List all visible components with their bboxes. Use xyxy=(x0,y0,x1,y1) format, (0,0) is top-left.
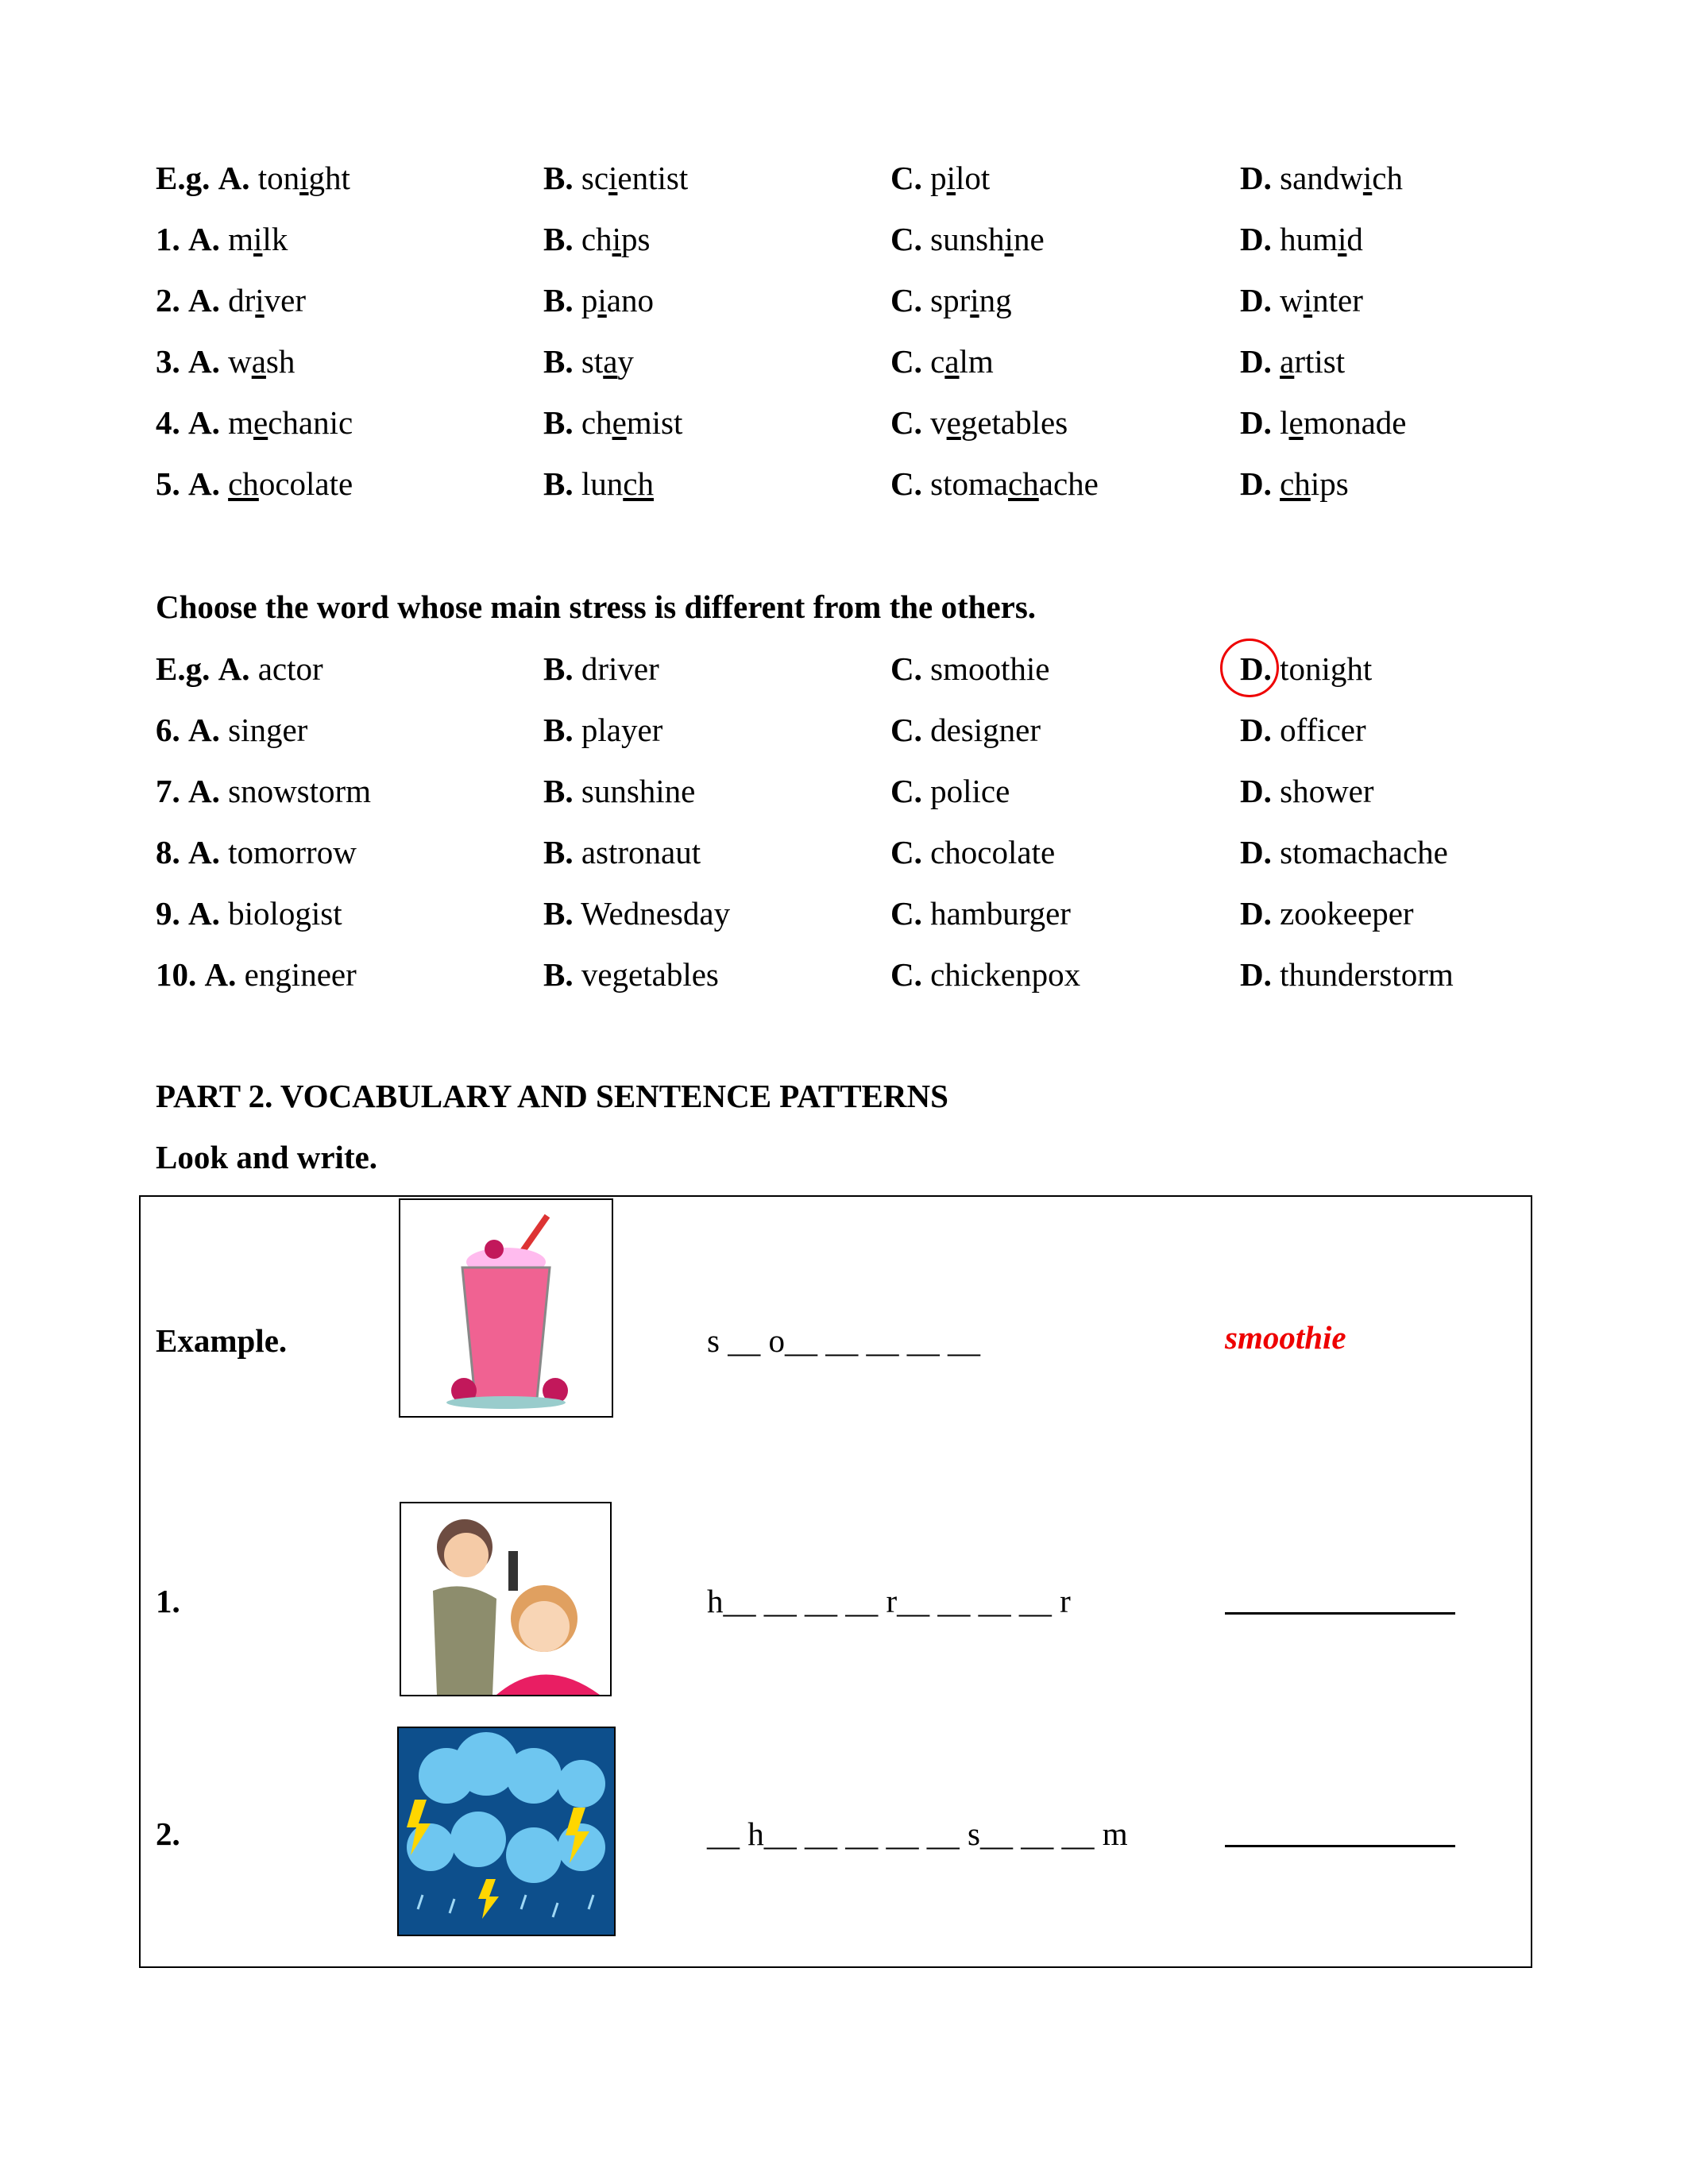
underlined-sound: i xyxy=(946,160,956,196)
option-word: smoothie xyxy=(930,650,1050,687)
question-number: 6. xyxy=(156,712,180,748)
underlined-sound: i xyxy=(299,160,309,196)
word-pattern: h__ __ __ __ r__ __ __ __ r xyxy=(707,1583,1071,1619)
question-number: 4. xyxy=(156,404,180,441)
option-word: astronaut xyxy=(581,834,701,870)
question-number: 7. xyxy=(156,773,180,809)
option-word: hamburger xyxy=(930,895,1071,932)
answer-blank[interactable] xyxy=(1225,1845,1455,1847)
option[interactable]: 2. A. driver xyxy=(156,282,307,318)
option-letter: B. xyxy=(543,404,574,441)
option-letter: A. xyxy=(188,343,220,380)
option-letter: B. xyxy=(543,650,574,687)
option[interactable]: B. chemist xyxy=(543,404,683,441)
option-letter: A. xyxy=(188,773,220,809)
option-letter: A. xyxy=(188,895,220,932)
option[interactable]: B. piano xyxy=(543,282,654,318)
option-letter: C. xyxy=(890,465,922,502)
option[interactable] xyxy=(156,714,307,747)
option-letter: D. xyxy=(1240,650,1272,687)
thunderstorm-image xyxy=(397,1727,616,1936)
option-letter: C. xyxy=(890,956,922,993)
option-letter: A. xyxy=(188,465,220,502)
underlined-sound: ch xyxy=(228,465,259,502)
option-word: Wednesday xyxy=(581,895,731,932)
underlined-sound: e xyxy=(253,404,268,441)
option-letter: D. xyxy=(1240,404,1272,441)
underlined-sound: i xyxy=(608,160,618,196)
option-letter: B. xyxy=(543,895,574,932)
option-letter: A. xyxy=(204,956,237,993)
option[interactable]: C. spring xyxy=(890,282,1012,318)
option-letter: A. xyxy=(188,221,220,257)
option-letter: D. xyxy=(1240,343,1272,380)
underlined-sound: i xyxy=(1338,221,1347,257)
part2-title: PART 2. VOCABULARY AND SENTENCE PATTERNS xyxy=(156,1078,948,1114)
option[interactable] xyxy=(543,650,659,687)
underlined-sound: i xyxy=(612,221,621,257)
underlined-sound: a xyxy=(1280,343,1295,380)
item-label: 1. xyxy=(156,1583,180,1619)
option[interactable]: D. lemonade xyxy=(1240,404,1407,441)
option-word: designer xyxy=(930,712,1041,748)
option[interactable] xyxy=(1240,775,1374,808)
option[interactable]: 3. A. wash xyxy=(156,343,295,380)
underlined-sound: i xyxy=(1303,282,1313,318)
option-word: chocolate xyxy=(930,834,1056,870)
option-letter: C. xyxy=(890,160,922,196)
hairdresser-image xyxy=(400,1502,612,1696)
option[interactable] xyxy=(543,897,730,930)
option-letter: D. xyxy=(1240,956,1272,993)
option[interactable] xyxy=(890,836,1055,869)
question-number: 8. xyxy=(156,834,180,870)
option[interactable] xyxy=(890,775,1010,808)
item-label: 2. xyxy=(156,1815,180,1852)
option-word: engineer xyxy=(244,956,357,993)
option[interactable] xyxy=(1240,897,1414,930)
underlined-sound: e xyxy=(1288,404,1304,441)
option-letter: A. xyxy=(188,404,220,441)
option[interactable]: D. chips xyxy=(1240,465,1349,502)
option[interactable] xyxy=(156,650,323,687)
option-word: officer xyxy=(1280,712,1366,748)
option[interactable]: D. humid xyxy=(1240,221,1363,257)
option-letter: C. xyxy=(890,895,922,932)
option-word: zookeeper xyxy=(1280,895,1414,932)
underlined-sound: i xyxy=(597,282,607,318)
option[interactable] xyxy=(890,650,1050,687)
option-letter: B. xyxy=(543,773,574,809)
option-word: snowstorm xyxy=(228,773,372,809)
option[interactable] xyxy=(1240,836,1448,869)
underlined-sound: ch xyxy=(623,465,654,502)
option-letter: B. xyxy=(543,465,574,502)
underlined-sound: i xyxy=(1362,160,1373,196)
option-word: thunderstorm xyxy=(1280,956,1454,993)
example-answer: smoothie xyxy=(1225,1319,1346,1356)
option-letter: A. xyxy=(188,282,220,318)
question-number: 10. xyxy=(156,956,197,993)
underlined-sound: a xyxy=(251,343,266,380)
option[interactable]: 4. A. mechanic xyxy=(156,404,353,441)
option[interactable] xyxy=(156,956,357,993)
option[interactable] xyxy=(543,775,695,808)
word-pattern: __ h__ __ __ __ __ s__ __ __ m xyxy=(707,1815,1128,1852)
option-letter: B. xyxy=(543,712,574,748)
question-number: 2. xyxy=(156,282,180,318)
option[interactable]: B. lunch xyxy=(543,465,654,502)
option-word: actor xyxy=(257,650,323,687)
underlined-sound: i xyxy=(253,221,263,257)
option-letter: D. xyxy=(1240,773,1272,809)
option[interactable] xyxy=(890,897,1071,930)
option-word: stomachache xyxy=(1280,834,1448,870)
underlined-sound: ch xyxy=(1280,465,1311,502)
option-word: vegetables xyxy=(581,956,719,993)
option-letter: D. xyxy=(1240,282,1272,318)
option[interactable] xyxy=(890,956,1081,993)
option[interactable] xyxy=(1240,956,1454,993)
question-number: E.g. xyxy=(156,160,211,196)
option-letter: D. xyxy=(1240,160,1272,196)
option[interactable] xyxy=(543,956,719,993)
option[interactable]: D. sandwich xyxy=(1240,160,1403,196)
option[interactable]: D. winter xyxy=(1240,282,1363,318)
option-word: tonight xyxy=(1280,650,1373,687)
option[interactable]: B. stay xyxy=(543,343,634,380)
option-word: sunshine xyxy=(581,773,696,809)
question-number: 9. xyxy=(156,895,180,932)
option-letter: A. xyxy=(188,834,220,870)
word-pattern: s __ o__ __ __ __ __ xyxy=(707,1322,980,1359)
option[interactable]: D. artist xyxy=(1240,343,1346,380)
question-number: 1. xyxy=(156,221,180,257)
option[interactable]: 5. A. chocolate xyxy=(156,465,353,502)
smoothie-image xyxy=(399,1198,613,1418)
option-letter: C. xyxy=(890,650,922,687)
option-letter: D. xyxy=(1240,465,1272,502)
option-letter: C. xyxy=(890,404,922,441)
option-letter: C. xyxy=(890,282,922,318)
underlined-sound: e xyxy=(946,404,961,441)
option[interactable]: C. vegetables xyxy=(890,404,1068,441)
item-label: Example. xyxy=(156,1322,288,1359)
underlined-sound: ch xyxy=(1008,465,1039,502)
question-number: E.g. xyxy=(156,650,211,687)
option-letter: A. xyxy=(218,650,250,687)
option-letter: B. xyxy=(543,221,574,257)
option-word: police xyxy=(930,773,1010,809)
option-word: singer xyxy=(228,712,308,748)
option[interactable] xyxy=(156,775,371,808)
option[interactable]: C. sunshine xyxy=(890,221,1045,257)
option[interactable]: C. stomachache xyxy=(890,465,1099,502)
option-word: biologist xyxy=(228,895,342,932)
underlined-sound: a xyxy=(944,343,960,380)
option[interactable] xyxy=(156,836,357,869)
option-letter: D. xyxy=(1240,712,1272,748)
look-and-write-table xyxy=(139,1195,1532,1968)
option-letter: B. xyxy=(543,160,574,196)
option-letter: A. xyxy=(218,160,250,196)
question-number: 3. xyxy=(156,343,180,380)
underlined-sound: a xyxy=(603,343,618,380)
option[interactable]: C. pilot xyxy=(890,160,991,196)
option-letter: C. xyxy=(890,343,922,380)
answer-blank[interactable] xyxy=(1225,1612,1455,1615)
option-word: driver xyxy=(581,650,659,687)
option-letter: D. xyxy=(1240,895,1272,932)
option-letter: B. xyxy=(543,956,574,993)
option-letter: B. xyxy=(543,343,574,380)
option[interactable] xyxy=(1240,714,1366,747)
option[interactable] xyxy=(156,897,342,930)
option-letter: B. xyxy=(543,834,574,870)
option[interactable]: E.g. A. tonight xyxy=(156,160,350,196)
underlined-sound: i xyxy=(255,282,265,318)
option-letter: C. xyxy=(890,834,922,870)
option-word: shower xyxy=(1280,773,1374,809)
option-letter: C. xyxy=(890,773,922,809)
question-number: 5. xyxy=(156,465,180,502)
answer-circle xyxy=(1220,639,1279,697)
option[interactable]: C. calm xyxy=(890,343,994,380)
option-word: player xyxy=(581,712,663,748)
option[interactable]: B. chips xyxy=(543,221,651,257)
underlined-sound: i xyxy=(1004,221,1014,257)
option[interactable] xyxy=(890,714,1041,747)
option-letter: A. xyxy=(188,712,220,748)
option[interactable] xyxy=(543,714,662,747)
option-letter: D. xyxy=(1240,834,1272,870)
option[interactable]: B. scientist xyxy=(543,160,689,196)
underlined-sound: e xyxy=(612,404,627,441)
option-letter: C. xyxy=(890,221,922,257)
option[interactable]: 1. A. milk xyxy=(156,221,288,257)
option-letter: B. xyxy=(543,282,574,318)
option[interactable] xyxy=(543,836,701,869)
option-letter: C. xyxy=(890,712,922,748)
option-word: tomorrow xyxy=(228,834,357,870)
option-letter: D. xyxy=(1240,221,1272,257)
part2-instruction: Look and write. xyxy=(156,1139,378,1175)
underlined-sound: i xyxy=(970,282,979,318)
option-word: chickenpox xyxy=(930,956,1081,993)
stress-instruction: Choose the word whose main stress is different from the others. xyxy=(156,588,1037,625)
